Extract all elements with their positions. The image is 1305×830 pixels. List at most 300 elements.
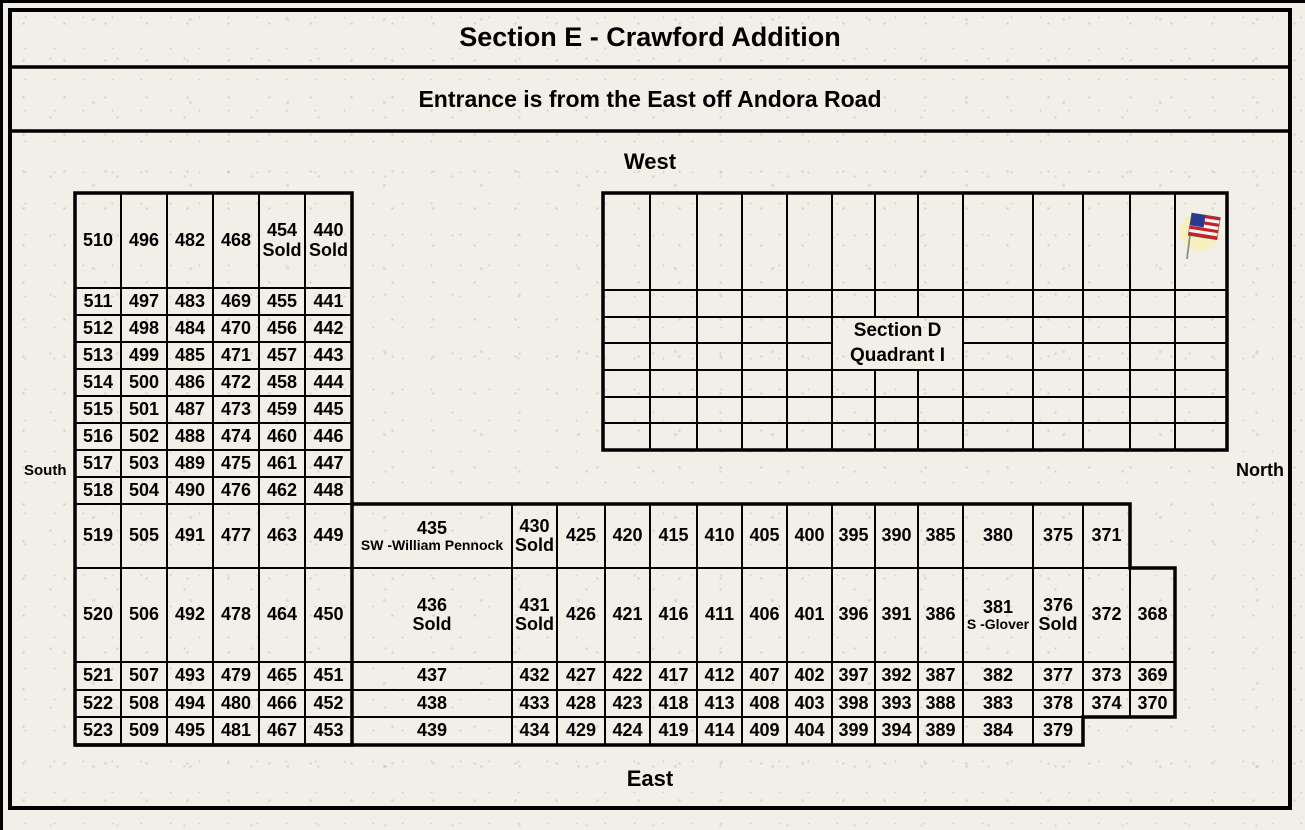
plot-cell-425 [557,504,605,568]
plot-cell-443 [305,342,352,369]
section-d-cell [697,193,742,290]
plot-number: 448 [313,479,344,500]
plot-cell-478 [213,568,259,662]
plot-number: 373 [1091,665,1122,686]
section-d-cell [1130,290,1175,317]
plot-cell-372 [1083,568,1130,662]
plot-cell-390 [875,504,918,568]
plot-cell-381 [963,568,1033,662]
plot-cell-455 [259,288,305,315]
section-d-cell [1033,317,1083,343]
plot-cell-397 [832,662,875,690]
plot-number: 458 [266,371,298,392]
plot-number: 475 [220,452,252,473]
section-d-cell [787,290,832,317]
plot-number: 424 [612,720,643,741]
plot-number: 490 [174,479,206,500]
plot-number: 507 [128,665,160,686]
plot-cell-413 [697,690,742,717]
plot-number: 467 [266,720,298,741]
plot-cell-421 [605,568,650,662]
plot-number: 429 [565,720,597,741]
plot-cell-438 [352,690,512,717]
plot-number: 377 [1042,665,1074,686]
plot-number: 515 [82,398,114,419]
plot-number: 456 [266,317,298,338]
plot-cell-388 [918,690,963,717]
plot-cell-445 [305,396,352,423]
plot-number: 375 [1042,525,1074,546]
plot-cell-520 [75,568,121,662]
plot-cell-459 [259,396,305,423]
us-flag-icon [1178,208,1224,264]
plot-note: Sold [309,239,348,260]
plot-cell-487 [167,396,213,423]
plot-cell-512 [75,315,121,342]
plot-cell-489 [167,450,213,477]
compass-south-label: South [24,462,67,479]
plot-cell-453 [305,717,352,745]
plot-number: 480 [220,692,252,713]
plot-cell-378 [1033,690,1083,717]
section-d-cell [918,290,963,317]
section-d-cell [1130,423,1175,450]
plot-number: 381 [982,596,1014,617]
section-d-cell [787,370,832,397]
section-d-cell [697,343,742,370]
plot-cell-391 [875,568,918,662]
plot-number: 485 [174,344,206,365]
plot-cell-507 [121,662,167,690]
plot-cell-385 [918,504,963,568]
plot-cell-454 [259,193,305,288]
section-d-cell [1033,397,1083,423]
plot-number: 428 [565,692,597,713]
plot-note: Sold [515,535,554,555]
section-d-cell [1083,290,1130,317]
section-d-cell [1083,423,1130,450]
plot-cell-444 [305,369,352,396]
plot-cell-404 [787,717,832,745]
section-d-cell [875,370,918,397]
plot-cell-465 [259,662,305,690]
section-d-cell [697,317,742,343]
plot-cell-470 [213,315,259,342]
plot-cell-395 [832,504,875,568]
plot-number: 446 [313,425,344,446]
plot-cell-429 [557,717,605,745]
plot-cell-384 [963,717,1033,745]
plot-number: 409 [749,720,780,741]
plot-number: 463 [266,525,298,546]
plot-number: 482 [174,229,206,250]
plot-number: 434 [519,720,550,741]
plot-cell-394 [875,717,918,745]
plot-number: 406 [749,604,780,625]
plot-number: 491 [174,525,206,546]
section-d-cell [650,370,697,397]
section-d-cell [875,290,918,317]
plot-number: 453 [313,720,344,741]
plot-number: 511 [83,290,113,311]
plot-cell-368 [1130,568,1175,662]
plot-number: 399 [838,720,869,741]
plot-number: 484 [174,317,206,338]
section-d-cell [742,290,787,317]
plot-cell-493 [167,662,213,690]
plot-number: 425 [565,525,597,546]
plot-cell-411 [697,568,742,662]
section-d-cell [918,423,963,450]
section-d-cell [1083,317,1130,343]
plot-number: 431 [519,594,550,615]
section-d-line1: Section D [853,319,942,341]
section-d-cell [1083,397,1130,423]
plot-number: 459 [266,398,298,419]
plot-note: Sold [412,614,452,634]
section-d-cell [963,193,1033,290]
plot-cell-460 [259,423,305,450]
plot-number: 495 [174,720,206,741]
plot-cell-468 [213,193,259,288]
plot-number: 471 [220,344,252,365]
plot-number: 466 [266,692,298,713]
plot-number: 479 [220,665,252,686]
plot-cell-402 [787,662,832,690]
plot-number: 486 [174,371,206,392]
plot-cell-472 [213,369,259,396]
plot-number: 499 [128,344,160,365]
plot-number: 483 [174,290,206,311]
plot-number: 423 [612,692,643,713]
plot-cell-449 [305,504,352,568]
plot-cell-505 [121,504,167,568]
section-d-cell [603,370,650,397]
plot-cell-476 [213,477,259,504]
plot-cell-424 [605,717,650,745]
plot-cell-497 [121,288,167,315]
plot-number: 469 [220,290,252,311]
plot-cell-523 [75,717,121,745]
plot-number: 470 [220,317,252,338]
section-d-cell [1083,193,1130,290]
plot-cell-382 [963,662,1033,690]
plot-cell-506 [121,568,167,662]
section-d-cell [603,193,650,290]
plot-number: 455 [266,290,298,311]
plot-number: 504 [128,479,160,500]
plot-cell-488 [167,423,213,450]
plot-cell-474 [213,423,259,450]
section-d-cell [1033,343,1083,370]
plot-cell-511 [75,288,121,315]
plot-number: 427 [565,665,597,686]
plot-cell-447 [305,450,352,477]
plot-cell-508 [121,690,167,717]
section-d-cell [963,290,1033,317]
section-d-cell [697,290,742,317]
plot-cell-516 [75,423,121,450]
plot-number: 402 [794,665,825,686]
plot-number: 489 [174,452,206,473]
plot-cell-464 [259,568,305,662]
plot-number: 452 [313,692,344,713]
section-d-cell [742,397,787,423]
plot-cell-442 [305,315,352,342]
plot-number: 474 [220,425,252,446]
plot-cell-400 [787,504,832,568]
plot-number: 460 [266,425,298,446]
plot-cell-427 [557,662,605,690]
plot-cell-383 [963,690,1033,717]
plot-cell-379 [1033,717,1083,745]
plot-number: 416 [658,604,689,625]
section-d-cell [1130,193,1175,290]
plot-cell-463 [259,504,305,568]
plot-number: 386 [925,604,956,625]
plot-cell-504 [121,477,167,504]
plot-number: 493 [174,665,206,686]
section-d-cell [603,317,650,343]
plot-cell-467 [259,717,305,745]
plot-number: 418 [658,692,689,713]
plot-number: 389 [925,720,956,741]
plot-number: 488 [174,425,206,446]
plot-number: 441 [313,290,344,311]
section-d-cell [787,423,832,450]
plot-note: Sold [1038,614,1078,634]
plot-number: 502 [128,425,160,446]
plot-cell-410 [697,504,742,568]
compass-west-label: West [623,149,677,174]
plot-number: 468 [220,229,252,250]
plot-number: 368 [1137,604,1168,625]
plot-number: 384 [982,720,1014,741]
plot-cell-409 [742,717,787,745]
section-d-cell [603,423,650,450]
plot-cell-374 [1083,690,1130,717]
section-d-cell [742,317,787,343]
plot-number: 477 [220,525,252,546]
plot-number: 508 [128,692,160,713]
plot-number: 481 [220,720,252,741]
plot-number: 417 [658,665,689,686]
section-d-cell [603,343,650,370]
plot-number: 430 [519,515,550,536]
plot-cell-514 [75,369,121,396]
plot-number: 403 [794,692,825,713]
plot-number: 419 [658,720,689,741]
plot-number: 506 [128,604,160,625]
plot-cell-396 [832,568,875,662]
plot-cell-393 [875,690,918,717]
plot-cell-485 [167,342,213,369]
plot-number: 379 [1042,720,1074,741]
plot-cell-439 [352,717,512,745]
plot-number: 421 [612,604,643,625]
plot-cell-503 [121,450,167,477]
plot-number: 444 [313,371,344,392]
plot-number: 383 [982,692,1014,713]
section-d-cell [742,370,787,397]
section-d-cell [1175,397,1227,423]
plot-cell-495 [167,717,213,745]
plot-number: 519 [82,525,114,546]
plot-number: 451 [313,665,344,686]
plot-number: 454 [266,220,298,241]
plot-cell-486 [167,369,213,396]
section-d-cell [1175,343,1227,370]
plot-number: 422 [612,665,643,686]
section-d-cell [918,397,963,423]
plot-number: 443 [313,344,344,365]
plot-number: 413 [704,692,735,713]
section-d-cell [650,397,697,423]
plot-number: 512 [82,317,114,338]
section-d-cell [832,290,875,317]
plot-cell-440 [305,193,352,288]
plot-note: Sold [262,239,302,260]
section-d-cell [742,193,787,290]
section-d-cell [787,317,832,343]
plot-cell-416 [650,568,697,662]
plot-number: 516 [82,425,114,446]
section-d-cell [832,397,875,423]
plot-number: 387 [925,665,956,686]
section-d-cell [603,397,650,423]
plot-cell-398 [832,690,875,717]
section-d-cell [963,370,1033,397]
plot-cell-371 [1083,504,1130,568]
plot-cell-471 [213,342,259,369]
plot-number: 492 [174,604,206,625]
plot-cell-389 [918,717,963,745]
plot-cell-477 [213,504,259,568]
plot-cell-515 [75,396,121,423]
plot-cell-415 [650,504,697,568]
plot-cell-431 [512,568,557,662]
plot-cell-433 [512,690,557,717]
plot-number: 426 [565,604,597,625]
plot-cell-450 [305,568,352,662]
plot-cell-441 [305,288,352,315]
plot-cell-401 [787,568,832,662]
plot-cell-473 [213,396,259,423]
plot-cell-380 [963,504,1033,568]
plot-cell-498 [121,315,167,342]
plot-cell-480 [213,690,259,717]
plot-cell-518 [75,477,121,504]
plot-cell-419 [650,717,697,745]
plot-number: 370 [1137,692,1168,713]
plot-number: 501 [128,398,160,419]
plot-number: 503 [128,452,160,473]
plot-cell-437 [352,662,512,690]
plot-number: 410 [704,525,735,546]
section-d-cell [787,193,832,290]
plot-cell-492 [167,568,213,662]
plot-cell-375 [1033,504,1083,568]
plot-number: 509 [128,720,160,741]
plot-cell-500 [121,369,167,396]
plot-cell-502 [121,423,167,450]
section-d-cell [742,423,787,450]
plot-number: 435 [416,517,448,538]
plot-cell-482 [167,193,213,288]
section-d-cell [697,423,742,450]
plot-cell-369 [1130,662,1175,690]
plot-number: 522 [82,692,114,713]
plot-number: 494 [174,692,206,713]
plot-cell-399 [832,717,875,745]
plot-cell-521 [75,662,121,690]
plot-number: 408 [749,692,780,713]
plot-cell-479 [213,662,259,690]
plot-cell-517 [75,450,121,477]
section-d-cell [875,193,918,290]
section-d-cell [603,290,650,317]
section-d-cell [1175,370,1227,397]
plot-cell-446 [305,423,352,450]
plot-cell-466 [259,690,305,717]
plot-cell-481 [213,717,259,745]
plot-cell-483 [167,288,213,315]
plot-number: 437 [416,665,448,686]
plot-number: 464 [266,604,298,625]
plot-number: 382 [982,665,1014,686]
plot-cell-519 [75,504,121,568]
plot-number: 500 [128,371,160,392]
plot-number: 388 [925,692,956,713]
plot-number: 438 [416,692,448,713]
plot-cell-499 [121,342,167,369]
plot-number: 450 [313,604,344,625]
plot-cell-387 [918,662,963,690]
plot-number: 473 [220,398,252,419]
section-d-cell [1130,317,1175,343]
plot-number: 520 [82,604,114,625]
plot-cell-407 [742,662,787,690]
section-d-cell [1033,290,1083,317]
plot-number: 405 [749,525,780,546]
plot-cell-490 [167,477,213,504]
plot-number: 395 [838,525,869,546]
entrance-note: Entrance is from the East off Andora Road [418,85,882,112]
section-d-cell [697,370,742,397]
plot-number: 372 [1091,604,1122,625]
plot-cell-420 [605,504,650,568]
plot-number: 497 [128,290,160,311]
plot-cell-373 [1083,662,1130,690]
plot-cell-491 [167,504,213,568]
plot-number: 391 [881,604,912,625]
plot-number: 398 [838,692,869,713]
section-d-label [832,317,963,370]
section-d-cell [875,423,918,450]
plot-cell-405 [742,504,787,568]
section-d-cell [963,423,1033,450]
section-d-cell [650,423,697,450]
plot-number: 380 [982,525,1014,546]
section-d-cell [1175,317,1227,343]
plot-cell-496 [121,193,167,288]
plot-number: 412 [704,665,735,686]
plot-cell-412 [697,662,742,690]
plot-number: 461 [266,452,298,473]
plot-number: 510 [82,229,114,250]
plot-number: 440 [313,220,344,241]
plot-number: 513 [82,344,114,365]
